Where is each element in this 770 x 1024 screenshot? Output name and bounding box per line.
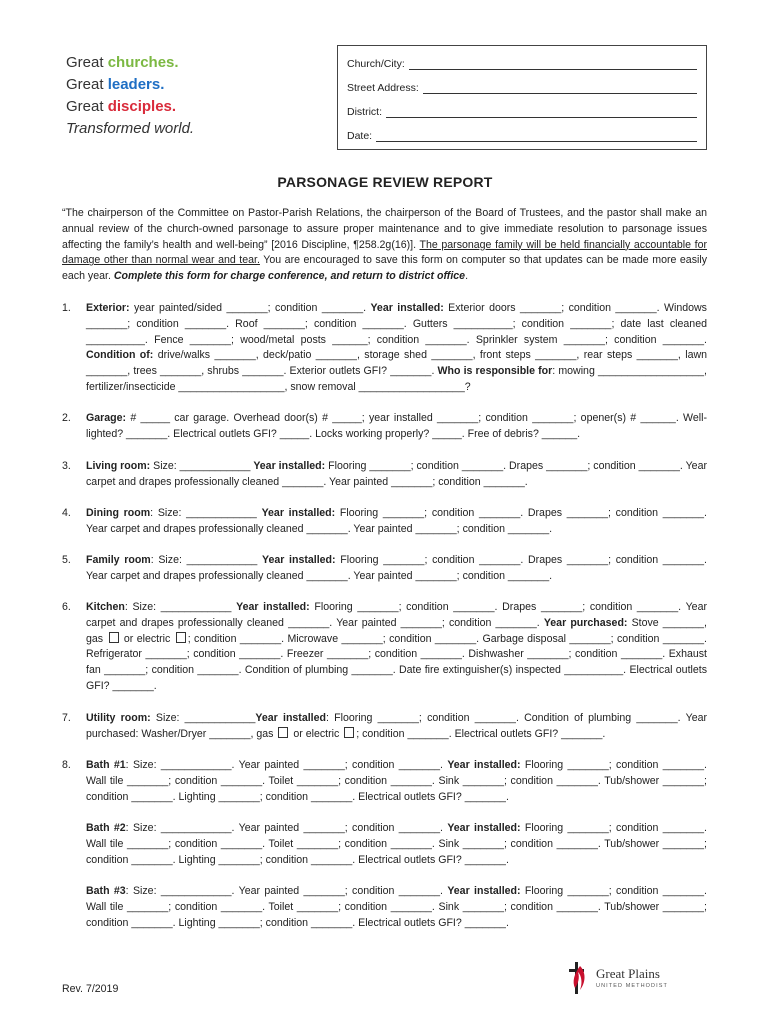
condition-of-label: Condition of: [86, 349, 154, 362]
section-label: Kitchen [86, 601, 125, 613]
logo-disciples: disciples. [107, 98, 177, 115]
street-address-label: Street Address: [347, 82, 419, 94]
conference-logo [66, 52, 194, 140]
section-text: : Size: ____________ [150, 507, 262, 519]
section-number: 4. [62, 507, 71, 519]
intro-save-note: You are encouraged to save this form on computer so that updates can be made more easily each year. [62, 254, 707, 283]
church-city-label: Church/City: [347, 58, 405, 70]
year-purchased-label: Year purchased: [543, 616, 628, 629]
section-number: 7. [62, 712, 71, 724]
section-text: Flooring _______; condition _______. Drapes _______; condition _______. Year carpet and drapes professionally cleaned _______. Year painted _______; condition _______. [86, 554, 707, 582]
logo-churches: churches. [107, 54, 179, 71]
section-text: : Size: ____________ [150, 554, 262, 566]
revision-date: Rev. 7/2019 [62, 983, 119, 995]
section-living-room [62, 459, 707, 491]
section-text: Flooring _______; condition _______. Drapes _______; condition _______. Year carpet and drapes professionally cleaned _______. Year painted _______; condition _______. [86, 507, 707, 535]
section-label: Garage: [86, 412, 127, 424]
section-text: Flooring _______; condition _______. Drapes _______; condition _______. Year carpet and drapes professionally cleaned _______. Year painted _______; condition _______. [86, 601, 707, 629]
church-city-field[interactable] [347, 58, 697, 70]
section-text: : Size: ____________. Year painted _______; condition _______. [125, 885, 448, 897]
logo-tagline: Transformed world. [66, 120, 195, 137]
section-label: Family room [86, 554, 151, 566]
dryer-gas-checkbox[interactable] [278, 727, 288, 738]
section-exterior [62, 301, 707, 396]
intro-end: . [465, 270, 469, 283]
section-label: Bath #1 [86, 759, 126, 771]
section-bath-1 [62, 758, 707, 805]
section-text: year painted/sided _______; condition _______. [129, 302, 371, 314]
section-label: Bath #2 [86, 822, 126, 834]
org-name: Great Plains [596, 966, 660, 981]
section-text: Exterior doors _______; condition _______. Windows _______; condition _______. Roof _______; condition _______. Gutters __________; condition _______; date last cleaned __________. Fence _______; wood/metal posts ______; condition _______. Sprinkler system _______; condition _______. [86, 302, 707, 346]
page-title: PARSONAGE REVIEW REPORT [277, 174, 493, 190]
section-text: Flooring _______; condition _______. Wall tile _______; condition _______. Toilet _______; condition _______. Sink _______; condition _______. Tub/shower _______; condition _______. Lighting _______; condition _______. Electrical outlets GFI? _______. [86, 885, 707, 929]
section-bath-2 [86, 821, 707, 868]
section-label: Bath #3 [86, 885, 126, 897]
section-number: 3. [62, 460, 71, 472]
section-number: 1. [62, 302, 71, 314]
section-text: : Size: ____________. Year painted _______; condition _______. [125, 822, 448, 834]
responsible-label: Who is responsible for [437, 365, 553, 378]
year-installed-label: Year installed: [447, 759, 521, 771]
district-field[interactable] [347, 106, 697, 118]
section-utility-room [62, 711, 707, 743]
section-text: Stove _______, gas [86, 616, 707, 645]
section-garage [62, 411, 707, 443]
section-kitchen [62, 600, 707, 695]
section-bath-3 [86, 884, 707, 931]
street-address-field[interactable] [347, 82, 697, 94]
logo-great-1: Great [66, 54, 108, 71]
cross-flame-icon [566, 960, 588, 996]
section-text: : Flooring _______; condition _______. Condition of plumbing _______. Year purchased: Washer/Dryer _______, gas [86, 712, 708, 740]
stove-gas-checkbox[interactable] [109, 632, 119, 643]
section-text: ; condition _______. Electrical outlets GFI? _______. [356, 727, 606, 740]
logo-great-2: Great [66, 76, 108, 93]
section-text: Flooring _______; condition _______. Drapes _______; condition _______. Year carpet and drapes professionally cleaned _______. Year painted _______; condition _______. [86, 460, 707, 488]
great-plains-logo [566, 960, 696, 1000]
stove-electric-checkbox[interactable] [176, 632, 186, 643]
section-text: Flooring _______; condition _______. Wall tile _______; condition _______. Toilet _______; condition _______. Sink _______; condition _______. Tub/shower _______; condition _______. Lighting _______; condition _______. Electrical outlets GFI? _______. [86, 759, 707, 803]
section-number: 8. [62, 759, 71, 771]
section-text: Size: ____________ [150, 460, 254, 472]
section-label: Dining room [86, 507, 151, 519]
logo-leaders: leaders. [107, 76, 165, 93]
year-installed-label: Year installed: [261, 507, 336, 519]
district-label: District: [347, 106, 382, 118]
date-label: Date: [347, 130, 373, 142]
intro-quote: “The chairperson of the Committee on Pastor-Parish Relations, the chairperson of the Board of Trustees, and the pastor shall make an annual review of the church-owned parsonage to assure proper maintenance and to give immediate resolution to parsonage issues affecting the family’s health and well-being” [2016 Discipline, ¶258.2g(16)]. [62, 207, 707, 251]
section-text: drive/walks _______, deck/patio _______, storage shed _______, front steps _______, rear steps _______, lawn _______, trees _______, shrubs _______. Exterior outlets GFI? _______. [86, 349, 708, 378]
year-installed-label: Year installed: [370, 302, 444, 314]
intro-paragraph [62, 206, 707, 285]
logo-great-3: Great [66, 98, 108, 115]
section-text: or electric [120, 632, 174, 645]
intro-instruction: Complete this form for charge conference, and return to district office [113, 270, 466, 283]
section-label: Living room: [86, 460, 151, 472]
section-dining-room [62, 506, 707, 538]
section-text: # _____ car garage. Overhead door(s) # _____; year installed _______; condition _______; opener(s) # ______. Well-lighted? _______. Electrical outlets GFI? _____. Locks working properly? _____. Free of debris? ______. [86, 412, 707, 440]
header-info-box [337, 45, 707, 150]
section-text: Size: ____________ [150, 712, 256, 724]
section-label: Exterior: [86, 302, 130, 314]
section-number: 5. [62, 554, 71, 566]
intro-accountability: The parsonage family will be held financially accountable for damage other than normal wear and tear. [62, 238, 708, 267]
section-text: : Size: ____________. Year painted _______; condition _______. [125, 759, 448, 771]
section-label: Utility room: [86, 712, 151, 724]
year-installed-label: Year installed: [261, 554, 336, 566]
section-number: 6. [62, 601, 71, 613]
date-field[interactable] [347, 130, 697, 142]
year-installed-label: Year installed: [447, 885, 521, 897]
section-text: : mowing __________________, fertilizer/insecticide __________________, snow removal __________________? [86, 365, 707, 393]
year-installed-label: Year installed: [447, 822, 521, 834]
section-family-room [62, 553, 707, 585]
section-number: 2. [62, 412, 71, 424]
year-installed-label: Year installed [255, 712, 326, 724]
section-text: : Size: ____________ [124, 601, 237, 613]
year-installed-label: Year installed: [253, 460, 326, 472]
section-text: Flooring _______; condition _______. Wall tile _______; condition _______. Toilet _______; condition _______. Sink _______; condition _______. Tub/shower _______; condition _______. Lighting _______; condition _______. Electrical outlets GFI? _______. [86, 822, 707, 866]
org-subtitle: UNITED METHODIST [596, 983, 668, 989]
year-installed-label: Year installed: [236, 601, 310, 613]
dryer-electric-checkbox[interactable] [344, 727, 354, 738]
section-text: ; condition _______. Microwave _______; condition _______. Garbage disposal _______; condition _______. Refrigerator _______; condition _______. Freezer _______; condition _______. Dishwasher _______; condition _______. Exhaust fan _______; condition _______. Condition of plumbing _______. Date fire extinguisher(s) inspected __________. Electrical outlets GFI? _______. [86, 632, 707, 692]
section-text: or electric [290, 727, 343, 740]
